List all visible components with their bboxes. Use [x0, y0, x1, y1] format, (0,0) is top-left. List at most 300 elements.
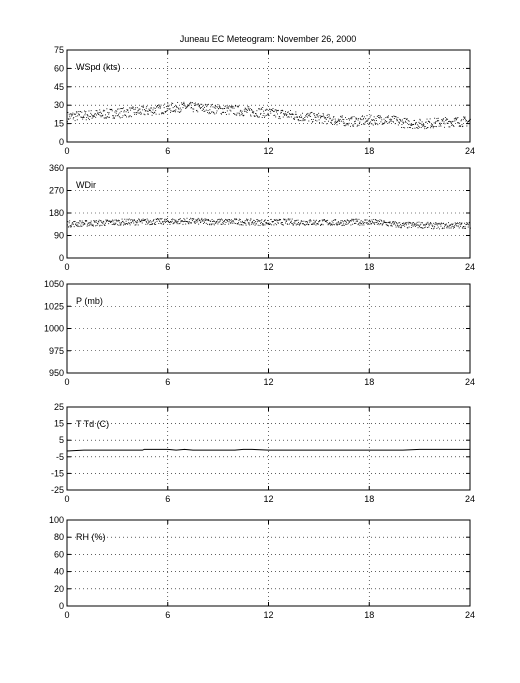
scatter-point — [195, 223, 196, 224]
scatter-point — [360, 118, 361, 119]
scatter-point — [232, 108, 233, 109]
scatter-point — [171, 222, 172, 223]
scatter-point — [424, 128, 425, 129]
y-tick-label: 15 — [53, 418, 64, 429]
scatter-point — [385, 222, 386, 223]
scatter-point — [445, 117, 446, 118]
x-tick-label: 0 — [64, 610, 70, 620]
scatter-point — [101, 113, 102, 114]
scatter-point — [337, 121, 338, 122]
scatter-point — [152, 115, 153, 116]
scatter-point — [142, 106, 143, 107]
scatter-point — [355, 223, 356, 224]
scatter-point — [128, 222, 129, 223]
scatter-point — [332, 120, 333, 121]
scatter-point — [102, 115, 103, 116]
scatter-point — [327, 220, 328, 221]
scatter-point — [449, 121, 450, 122]
scatter-point — [203, 223, 204, 224]
scatter-point — [301, 117, 302, 118]
scatter-point — [346, 125, 347, 126]
scatter-point — [244, 109, 245, 110]
scatter-point — [322, 220, 323, 221]
scatter-point — [274, 111, 275, 112]
scatter-point — [286, 115, 287, 116]
scatter-point — [252, 112, 253, 113]
scatter-point — [365, 122, 366, 123]
scatter-point — [186, 107, 187, 108]
scatter-point — [405, 223, 406, 224]
scatter-point — [374, 116, 375, 117]
scatter-point — [234, 218, 235, 219]
scatter-point — [351, 118, 352, 119]
scatter-point — [125, 115, 126, 116]
scatter-point — [213, 106, 214, 107]
scatter-point — [342, 225, 343, 226]
scatter-point — [148, 109, 149, 110]
scatter-point — [115, 115, 116, 116]
scatter-point — [230, 222, 231, 223]
scatter-point — [316, 120, 317, 121]
scatter-point — [423, 228, 424, 229]
scatter-point — [118, 114, 119, 115]
scatter-point — [363, 118, 364, 119]
scatter-point — [104, 117, 105, 118]
scatter-point — [161, 219, 162, 220]
scatter-point — [440, 126, 441, 127]
scatter-point — [212, 104, 213, 105]
scatter-point — [145, 224, 146, 225]
scatter-point — [404, 118, 405, 119]
scatter-point — [250, 220, 251, 221]
scatter-point — [418, 128, 419, 129]
scatter-point — [242, 111, 243, 112]
scatter-point — [255, 116, 256, 117]
scatter-point — [200, 104, 201, 105]
scatter-point — [96, 220, 97, 221]
scatter-point — [393, 122, 394, 123]
scatter-point — [375, 122, 376, 123]
scatter-point — [329, 223, 330, 224]
scatter-point — [88, 111, 89, 112]
scatter-point — [158, 107, 159, 108]
scatter-point — [373, 125, 374, 126]
scatter-point — [461, 124, 462, 125]
scatter-point — [205, 219, 206, 220]
scatter-point — [412, 124, 413, 125]
scatter-point — [214, 221, 215, 222]
scatter-point — [263, 115, 264, 116]
scatter-point — [71, 224, 72, 225]
scatter-point — [395, 221, 396, 222]
scatter-point — [284, 114, 285, 115]
scatter-point — [197, 221, 198, 222]
scatter-point — [451, 125, 452, 126]
scatter-point — [175, 221, 176, 222]
scatter-point — [251, 224, 252, 225]
scatter-point — [328, 224, 329, 225]
scatter-point — [425, 227, 426, 228]
scatter-point — [399, 222, 400, 223]
scatter-point — [208, 220, 209, 221]
scatter-point — [283, 225, 284, 226]
scatter-point — [417, 224, 418, 225]
scatter-point — [290, 219, 291, 220]
scatter-point — [403, 225, 404, 226]
scatter-point — [122, 117, 123, 118]
scatter-point — [172, 218, 173, 219]
scatter-point — [260, 220, 261, 221]
scatter-point — [283, 219, 284, 220]
scatter-point — [453, 228, 454, 229]
scatter-point — [183, 107, 184, 108]
scatter-point — [431, 225, 432, 226]
scatter-point — [190, 222, 191, 223]
scatter-point — [308, 121, 309, 122]
scatter-point — [213, 223, 214, 224]
scatter-point — [343, 119, 344, 120]
scatter-point — [373, 222, 374, 223]
scatter-point — [119, 113, 120, 114]
scatter-point — [248, 222, 249, 223]
scatter-point — [180, 218, 181, 219]
scatter-point — [433, 127, 434, 128]
scatter-point — [287, 117, 288, 118]
scatter-point — [129, 219, 130, 220]
scatter-point — [363, 124, 364, 125]
scatter-point — [188, 223, 189, 224]
scatter-point — [323, 115, 324, 116]
scatter-point — [357, 220, 358, 221]
scatter-point — [233, 106, 234, 107]
scatter-point — [426, 122, 427, 123]
scatter-point — [92, 118, 93, 119]
scatter-point — [264, 116, 265, 117]
scatter-point — [419, 127, 420, 128]
scatter-point — [87, 115, 88, 116]
scatter-point — [339, 120, 340, 121]
scatter-point — [107, 116, 108, 117]
scatter-point — [376, 123, 377, 124]
scatter-point — [300, 115, 301, 116]
scatter-point — [230, 111, 231, 112]
scatter-point — [421, 222, 422, 223]
x-tick-label: 12 — [263, 146, 274, 156]
scatter-point — [88, 116, 89, 117]
scatter-point — [420, 123, 421, 124]
scatter-point — [307, 113, 308, 114]
scatter-point — [280, 118, 281, 119]
scatter-point — [287, 224, 288, 225]
scatter-point — [131, 108, 132, 109]
scatter-point — [175, 220, 176, 221]
scatter-point — [164, 220, 165, 221]
scatter-point — [370, 221, 371, 222]
scatter-point — [208, 113, 209, 114]
scatter-point — [245, 220, 246, 221]
scatter-point — [265, 110, 266, 111]
scatter-point — [350, 225, 351, 226]
scatter-point — [325, 118, 326, 119]
scatter-point — [92, 115, 93, 116]
x-tick-label: 18 — [364, 610, 375, 620]
scatter-point — [306, 221, 307, 222]
scatter-point — [225, 112, 226, 113]
scatter-point — [233, 113, 234, 114]
scatter-point — [190, 102, 191, 103]
scatter-point — [202, 106, 203, 107]
scatter-point — [309, 222, 310, 223]
x-tick-label: 0 — [64, 377, 70, 387]
scatter-point — [113, 221, 114, 222]
scatter-point — [228, 224, 229, 225]
scatter-point — [91, 224, 92, 225]
scatter-point — [174, 219, 175, 220]
scatter-point — [101, 220, 102, 221]
scatter-point — [449, 126, 450, 127]
panel-label: WSpd (kts) — [76, 62, 121, 72]
scatter-point — [194, 221, 195, 222]
scatter-point — [356, 118, 357, 119]
scatter-point — [101, 116, 102, 117]
scatter-point — [263, 225, 264, 226]
scatter-point — [260, 113, 261, 114]
panel-label: P (mb) — [76, 296, 103, 306]
scatter-point — [227, 221, 228, 222]
scatter-point — [246, 109, 247, 110]
scatter-point — [253, 112, 254, 113]
scatter-point — [362, 224, 363, 225]
scatter-point — [392, 226, 393, 227]
scatter-point — [319, 221, 320, 222]
scatter-point — [112, 224, 113, 225]
scatter-point — [314, 113, 315, 114]
scatter-point — [266, 222, 267, 223]
scatter-point — [406, 222, 407, 223]
scatter-point — [334, 122, 335, 123]
scatter-point — [384, 119, 385, 120]
scatter-point — [260, 114, 261, 115]
y-tick-label: 1000 — [43, 323, 64, 334]
scatter-point — [314, 115, 315, 116]
scatter-point — [414, 225, 415, 226]
scatter-point — [157, 106, 158, 107]
scatter-point — [209, 109, 210, 110]
scatter-point — [464, 118, 465, 119]
scatter-point — [323, 224, 324, 225]
scatter-point — [228, 219, 229, 220]
scatter-point — [207, 219, 208, 220]
scatter-point — [468, 121, 469, 122]
scatter-point — [276, 112, 277, 113]
scatter-point — [208, 219, 209, 220]
scatter-point — [454, 121, 455, 122]
scatter-point — [307, 117, 308, 118]
scatter-point — [210, 106, 211, 107]
scatter-point — [97, 225, 98, 226]
scatter-point — [179, 112, 180, 113]
scatter-point — [422, 228, 423, 229]
scatter-point — [359, 122, 360, 123]
scatter-point — [178, 109, 179, 110]
scatter-point — [133, 107, 134, 108]
scatter-point — [71, 226, 72, 227]
scatter-point — [159, 106, 160, 107]
scatter-point — [204, 107, 205, 108]
scatter-point — [345, 125, 346, 126]
scatter-point — [446, 119, 447, 120]
scatter-point — [220, 107, 221, 108]
scatter-point — [442, 120, 443, 121]
scatter-point — [451, 224, 452, 225]
scatter-point — [251, 219, 252, 220]
scatter-point — [151, 108, 152, 109]
scatter-point — [239, 113, 240, 114]
scatter-point — [374, 224, 375, 225]
scatter-point — [179, 223, 180, 224]
scatter-point — [113, 118, 114, 119]
scatter-point — [303, 221, 304, 222]
scatter-point — [88, 118, 89, 119]
scatter-point — [152, 112, 153, 113]
scatter-point — [138, 110, 139, 111]
scatter-point — [97, 223, 98, 224]
scatter-point — [77, 119, 78, 120]
scatter-point — [412, 224, 413, 225]
scatter-point — [290, 222, 291, 223]
scatter-point — [99, 112, 100, 113]
scatter-point — [252, 221, 253, 222]
scatter-point — [124, 223, 125, 224]
scatter-point — [216, 106, 217, 107]
scatter-point — [167, 103, 168, 104]
scatter-point — [417, 127, 418, 128]
scatter-point — [176, 222, 177, 223]
scatter-point — [439, 228, 440, 229]
scatter-point — [307, 222, 308, 223]
scatter-point — [382, 124, 383, 125]
scatter-point — [123, 111, 124, 112]
scatter-point — [306, 224, 307, 225]
scatter-point — [228, 107, 229, 108]
scatter-point — [282, 110, 283, 111]
scatter-point — [210, 221, 211, 222]
scatter-point — [199, 105, 200, 106]
scatter-point — [423, 125, 424, 126]
scatter-point — [463, 119, 464, 120]
scatter-point — [296, 220, 297, 221]
scatter-point — [251, 109, 252, 110]
scatter-point — [463, 226, 464, 227]
scatter-point — [111, 109, 112, 110]
scatter-point — [175, 109, 176, 110]
scatter-point — [413, 222, 414, 223]
scatter-point — [255, 221, 256, 222]
scatter-point — [133, 223, 134, 224]
y-tick-label: 90 — [53, 230, 64, 241]
scatter-point — [82, 221, 83, 222]
scatter-point — [441, 223, 442, 224]
scatter-point — [161, 113, 162, 114]
scatter-point — [143, 106, 144, 107]
scatter-point — [420, 227, 421, 228]
scatter-point — [315, 117, 316, 118]
scatter-point — [250, 115, 251, 116]
scatter-point — [326, 119, 327, 120]
scatter-point — [316, 114, 317, 115]
scatter-point — [130, 220, 131, 221]
scatter-point — [246, 225, 247, 226]
scatter-point — [126, 223, 127, 224]
scatter-point — [275, 223, 276, 224]
scatter-point — [399, 122, 400, 123]
scatter-point — [438, 227, 439, 228]
scatter-point — [110, 221, 111, 222]
scatter-point — [354, 123, 355, 124]
scatter-point — [386, 121, 387, 122]
scatter-point — [387, 116, 388, 117]
scatter-point — [167, 108, 168, 109]
scatter-point — [211, 224, 212, 225]
scatter-point — [118, 225, 119, 226]
scatter-point — [413, 226, 414, 227]
scatter-point — [457, 118, 458, 119]
scatter-point — [166, 111, 167, 112]
scatter-point — [197, 111, 198, 112]
scatter-point — [81, 222, 82, 223]
scatter-point — [146, 106, 147, 107]
scatter-point — [239, 115, 240, 116]
scatter-point — [374, 223, 375, 224]
scatter-point — [430, 223, 431, 224]
scatter-point — [371, 223, 372, 224]
panel-label: T Td (C) — [76, 419, 110, 429]
scatter-point — [114, 224, 115, 225]
y-tick-label: 0 — [58, 253, 64, 263]
scatter-point — [405, 118, 406, 119]
scatter-point — [403, 122, 404, 123]
scatter-point — [241, 114, 242, 115]
scatter-point — [148, 220, 149, 221]
scatter-point — [108, 221, 109, 222]
scatter-point — [199, 219, 200, 220]
scatter-point — [361, 124, 362, 125]
scatter-point — [252, 222, 253, 223]
scatter-point — [462, 227, 463, 228]
y-tick-label: 975 — [48, 345, 64, 356]
scatter-point — [290, 110, 291, 111]
scatter-point — [230, 220, 231, 221]
scatter-point — [137, 220, 138, 221]
scatter-point — [419, 225, 420, 226]
scatter-point — [452, 224, 453, 225]
panel-label: WDir — [76, 180, 96, 190]
scatter-point — [195, 105, 196, 106]
scatter-point — [341, 225, 342, 226]
x-tick-label: 12 — [263, 494, 274, 504]
scatter-point — [441, 119, 442, 120]
scatter-point — [458, 122, 459, 123]
scatter-point — [441, 223, 442, 224]
scatter-point — [189, 219, 190, 220]
scatter-point — [329, 115, 330, 116]
scatter-point — [230, 106, 231, 107]
scatter-point — [224, 221, 225, 222]
scatter-point — [115, 224, 116, 225]
scatter-point — [300, 223, 301, 224]
scatter-point — [236, 219, 237, 220]
scatter-point — [243, 225, 244, 226]
